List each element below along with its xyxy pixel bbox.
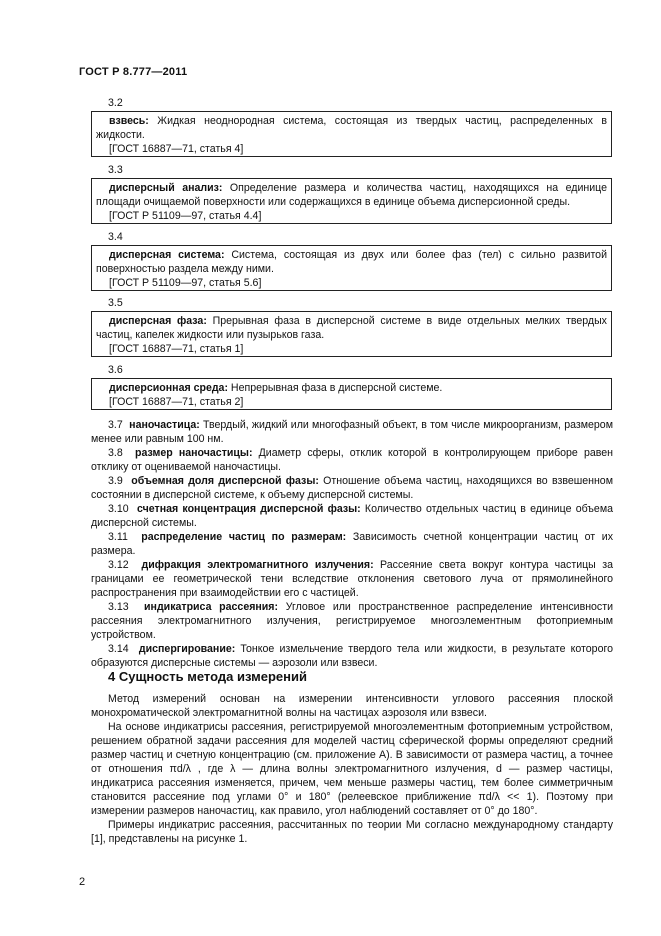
paragraph: На основе индикатрисы рассеяния, регистрируемой многоэлементным фотоприемным устройством, решением обратной задачи рассеяния для моделей частиц сферической формы определяют средний размер частиц и счетную концентрацию (см. приложение А). В зависимости от размера частиц, а точнее от отношения πd/λ , где λ — длина волны электромагнитного излучения, d — размер частицы, индикатриса рассеяния изменяется, причем, чем меньше размеры частиц, тем более симметричным становится рассеяние под углами 0° и 180° (релеевское приближение πd/λ << 1). Поэтому при измерении размеров наночастиц, как правило, угол наблюдений составляет от 0° до 180°.: [91, 721, 613, 817]
paragraph: Примеры индикатрис рассеяния, рассчитанных по теории Ми согласно международному стандарту [1], представлены на рисунке 1.: [91, 819, 613, 845]
term-entry: 3.10 счетная концентрация дисперсной фазы: Количество отдельных частиц в единице объема дисперсной системы.: [91, 503, 613, 529]
section-body: [91, 692, 613, 846]
term-number: 3.5: [108, 297, 123, 309]
term-entry: 3.14 диспергирование: Тонкое измельчение твердого тела или жидкости, в результате которого образуются дисперсные системы — аэрозоли или взвеси.: [91, 643, 613, 669]
paragraph: Метод измерений основан на измерении интенсивности углового рассеяния плоской монохроматической электромагнитной волны на частицах аэрозоля или взвеси.: [91, 693, 613, 719]
term-number: 3.6: [108, 364, 123, 376]
section-heading: 4 Сущность метода измерений: [108, 669, 307, 684]
term-box: [91, 111, 612, 157]
term-reference: [ГОСТ 16887—71, статья 4]: [109, 143, 244, 155]
term-name: дисперсионная среда:: [109, 382, 228, 394]
term-entry: 3.9 объемная доля дисперсной фазы: Отношение объема частиц, находящихся во взвешенном состоянии в дисперсной системе, к объему дисперсной системы.: [91, 475, 613, 501]
document-header: ГОСТ Р 8.777—2011: [79, 66, 188, 78]
term-entry: 3.11 распределение частиц по размерам: Зависимость счетной концентрации частиц от их размера.: [91, 531, 613, 557]
term-reference: [ГОСТ Р 51109—97, статья 4.4]: [109, 210, 262, 222]
term-reference: [ГОСТ 16887—71, статья 2]: [109, 396, 244, 408]
term-name: наночастица:: [129, 419, 200, 431]
terms-list: [91, 418, 613, 670]
term-name: индикатриса рассеяния:: [144, 601, 279, 613]
term-name: счетная концентрация дисперсной фазы:: [137, 503, 361, 515]
term-name: размер наночастицы:: [135, 447, 253, 459]
term-name: дисперсная система:: [109, 249, 225, 261]
term-box: [91, 178, 612, 224]
term-name: дисперсный анализ:: [109, 182, 223, 194]
term-definition: дисперсная фаза: Прерывная фаза в дисперсной системе в виде отдельных мелких твердых частиц, капелек жидкости или пузырьков газа.: [96, 315, 607, 341]
term-entry: 3.12 дифракция электромагнитного излучения: Рассеяние света вокруг контура частицы за границами ее геометрической тени вследствие отклонения светового луча от прямолинейного распространения при взаимодействии его с частицей.: [91, 559, 613, 599]
term-number: 3.4: [108, 231, 123, 243]
term-reference: [ГОСТ 16887—71, статья 1]: [109, 343, 244, 355]
term-box: [91, 378, 612, 410]
term-definition: дисперсная система: Система, состоящая из двух или более фаз (тел) с сильно развитой поверхностью раздела между ними.: [96, 249, 607, 275]
term-name: дифракция электромагнитного излучения:: [141, 559, 374, 571]
term-number: 3.2: [108, 97, 123, 109]
term-box: [91, 311, 612, 357]
term-entry: 3.13 индикатриса рассеяния: Угловое или пространственное распределение интенсивности рассеяния электромагнитного излучения, регистрируемое многоэлементным фотоприемным устройством.: [91, 601, 614, 641]
page-number: 2: [79, 876, 86, 888]
term-number: 3.3: [108, 164, 123, 176]
term-definition: дисперсионная среда: Непрерывная фаза в дисперсной системе.: [109, 382, 443, 394]
term-entry: 3.7 наночастица: Твердый, жидкий или многофазный объект, в том числе микроорганизм, размером менее или равным 100 нм.: [91, 419, 613, 445]
term-name: распределение частиц по размерам:: [141, 531, 347, 543]
term-name: дисперсная фаза:: [109, 315, 207, 327]
term-name: объемная доля дисперсной фазы:: [131, 475, 319, 487]
term-entry: 3.8 размер наночастицы: Диаметр сферы, отклик которой в контролирующем приборе равен отклику от оцениваемой наночастицы.: [91, 447, 613, 473]
term-reference: [ГОСТ Р 51109—97, статья 5.6]: [109, 277, 262, 289]
term-definition: дисперсный анализ: Определение размера и количества частиц, находящихся на единице площади очищаемой поверхности или содержащихся в единице объема дисперсионной среды.: [96, 182, 607, 208]
term-name: диспергирование:: [138, 643, 236, 655]
term-box: [91, 245, 612, 291]
term-definition: взвесь: Жидкая неоднородная система, состоящая из твердых частиц, распределенных в жидкости.: [96, 115, 607, 141]
term-name: взвесь:: [109, 115, 149, 127]
